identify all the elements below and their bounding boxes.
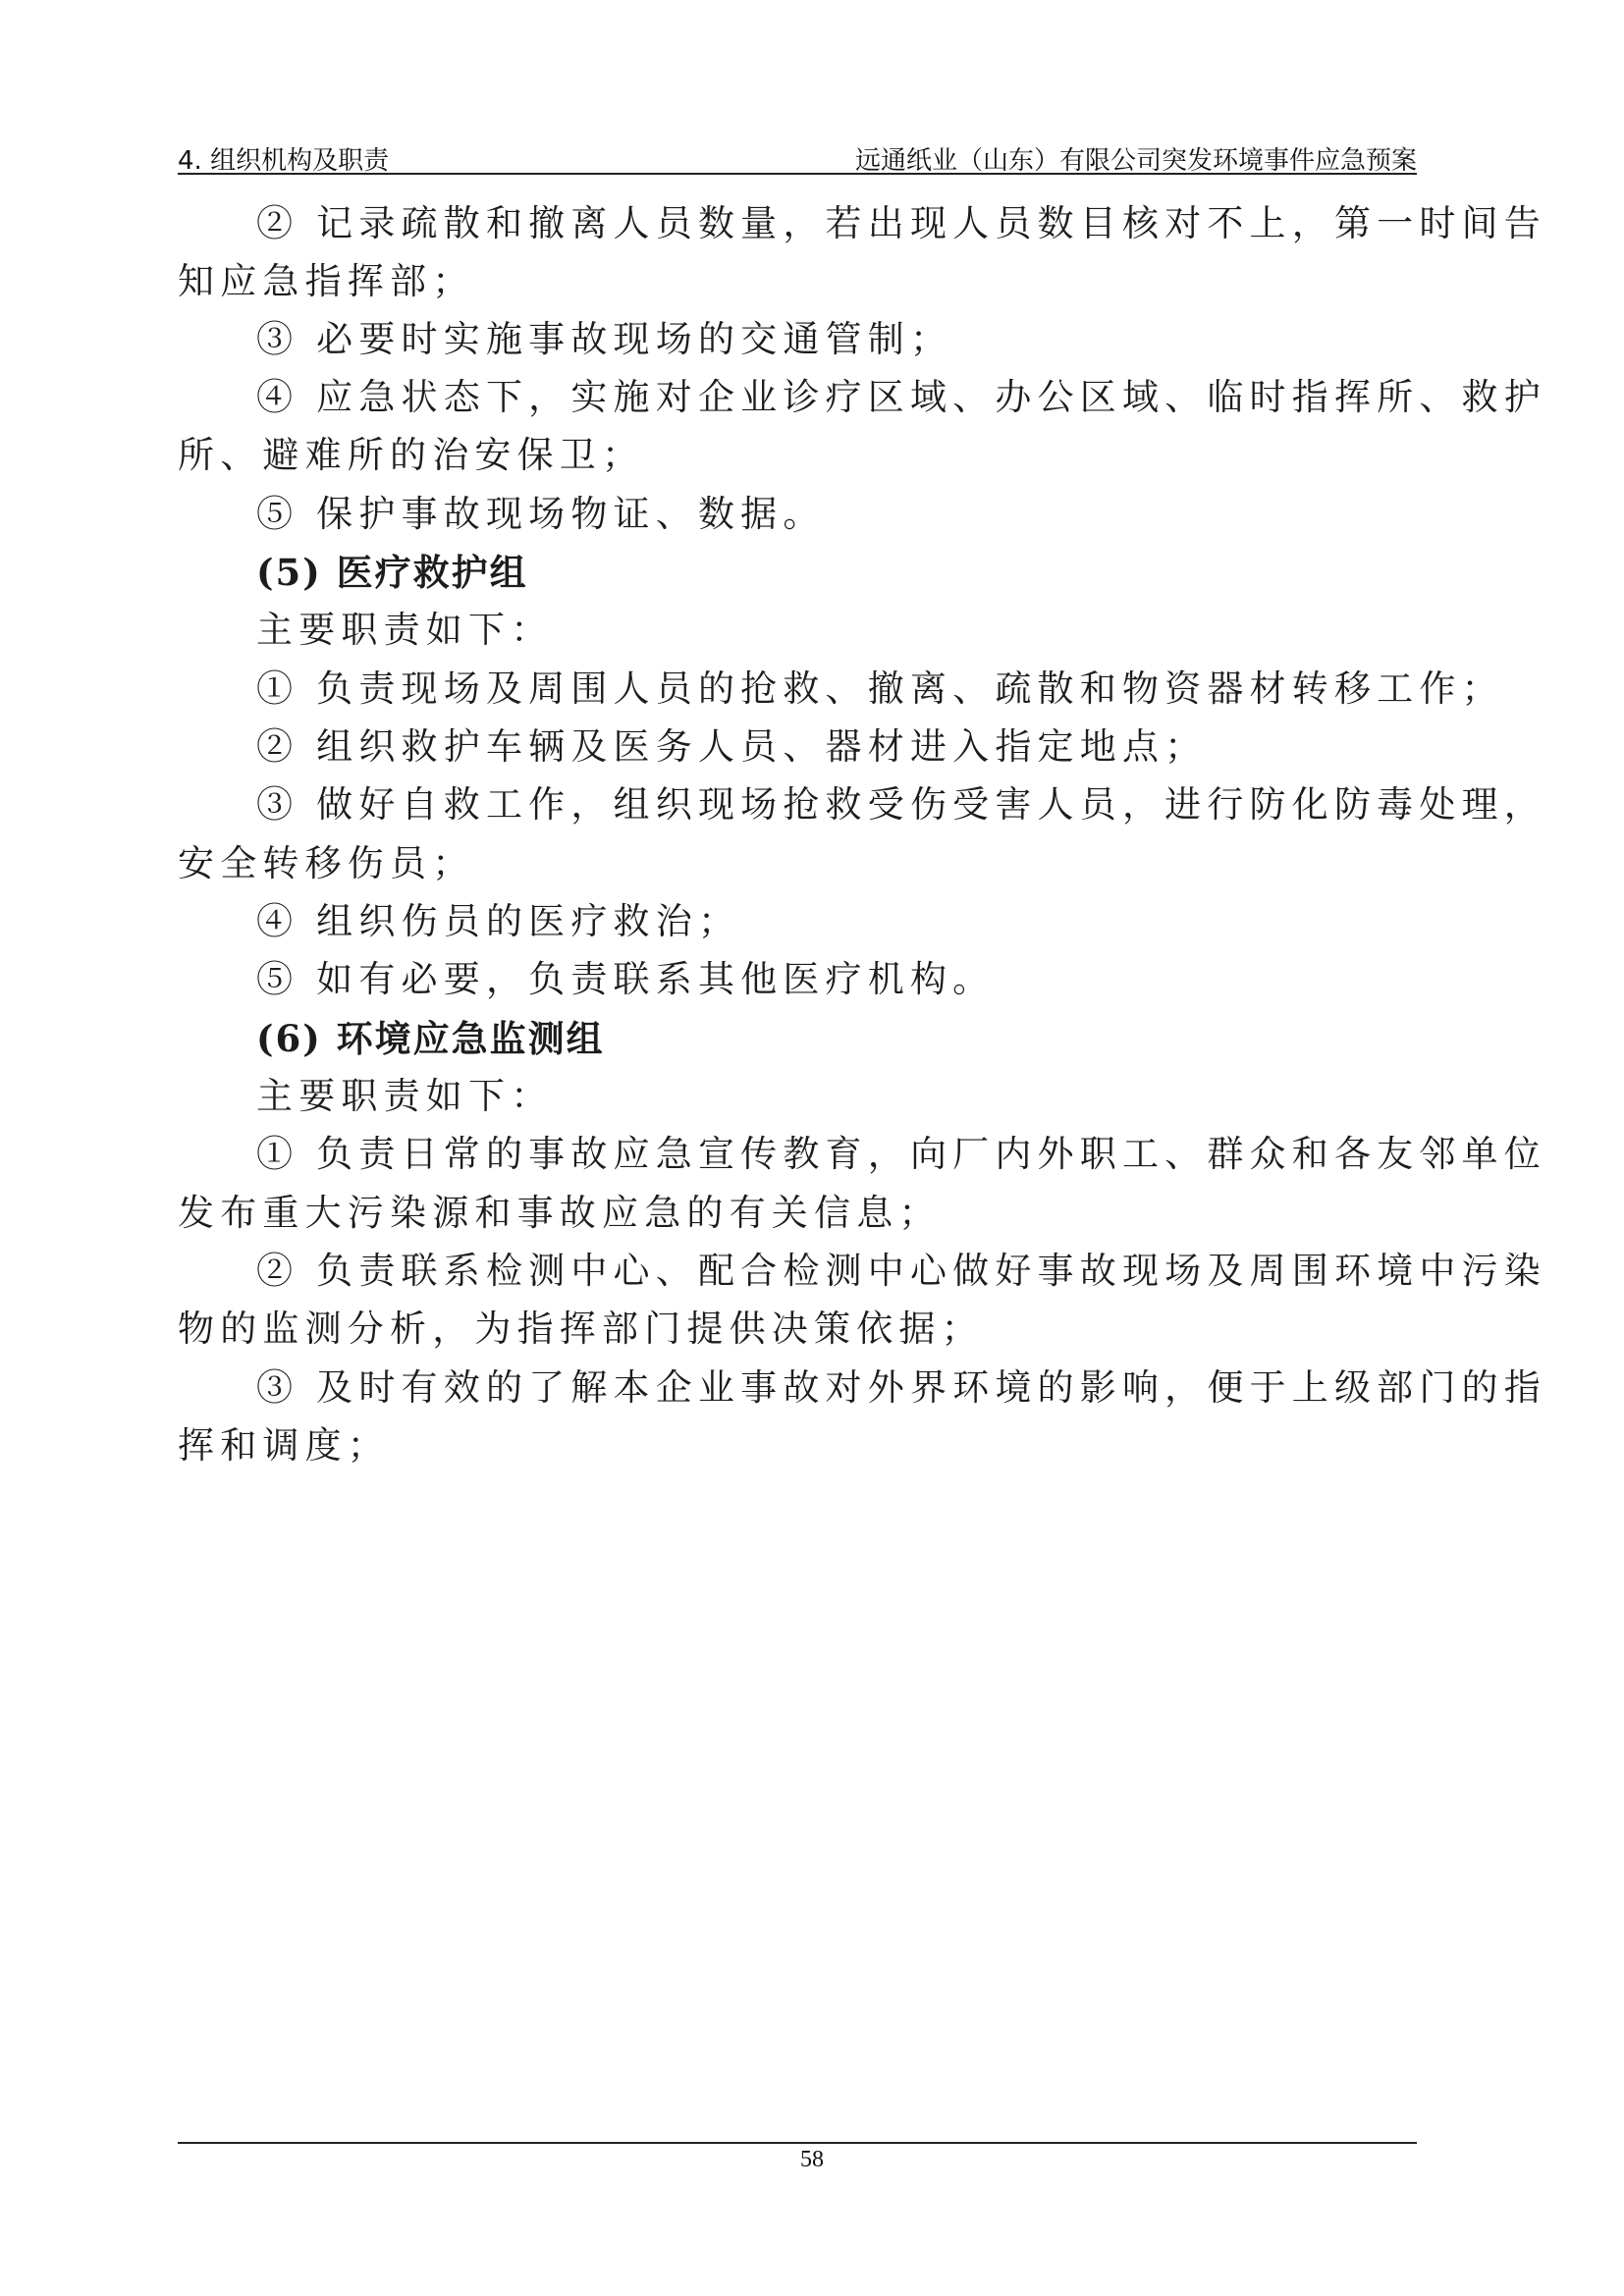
paragraph-line: 物的监测分析，为指挥部门提供决策依据； (178, 1308, 984, 1350)
paragraph-line: ① 负责日常的事故应急宣传教育，向厂内外职工、群众和各友邻单位 (256, 1133, 1546, 1175)
section-heading: (5) 医疗救护组 (256, 551, 528, 594)
paragraph-line: ④ 组织伤员的医疗救治； (256, 900, 741, 942)
paragraph-line: 所、避难所的治安保卫； (178, 434, 645, 476)
paragraph-line: ② 组织救护车辆及医务人员、器材进入指定地点； (256, 725, 1208, 768)
section-heading: (6) 环境应急监测组 (256, 1017, 605, 1060)
footer-divider (178, 2142, 1417, 2144)
paragraph-line: 发布重大污染源和事故应急的有关信息； (178, 1192, 942, 1234)
page-number: 58 (800, 2147, 824, 2172)
paragraph-line: 主要职责如下： (256, 609, 554, 651)
paragraph-line: 知应急指挥部； (178, 260, 475, 302)
paragraph-line: 安全转移伤员； (178, 842, 475, 884)
paragraph-line: ② 记录疏散和撤离人员数量，若出现人员数目核对不上，第一时间告 (256, 202, 1546, 244)
paragraph-line: ③ 必要时实施事故现场的交通管制； (256, 318, 953, 360)
header-document-title: 远通纸业（山东）有限公司突发环境事件应急预案 (854, 146, 1417, 176)
header-divider (178, 173, 1417, 175)
paragraph-line: ⑤ 如有必要，负责联系其他医疗机构。 (256, 958, 996, 1000)
paragraph-line: ④ 应急状态下，实施对企业诊疗区域、办公区域、临时指挥所、救护 (256, 376, 1546, 418)
paragraph-line: ① 负责现场及周围人员的抢救、撤离、疏散和物资器材转移工作； (256, 667, 1504, 710)
page-header (178, 133, 1417, 176)
paragraph-line: ③ 及时有效的了解本企业事故对外界环境的影响，便于上级部门的指 (256, 1366, 1546, 1409)
paragraph-line: 挥和调度； (178, 1424, 390, 1467)
paragraph-line: ③ 做好自救工作，组织现场抢救受伤受害人员，进行防化防毒处理， (256, 783, 1546, 826)
paragraph-line: ⑤ 保护事故现场物证、数据。 (256, 493, 826, 535)
header-section-title: 4. 组织机构及职责 (178, 146, 390, 176)
paragraph-line: ② 负责联系检测中心、配合检测中心做好事故现场及周围环境中污染 (256, 1250, 1546, 1292)
paragraph-line: 主要职责如下： (256, 1075, 554, 1117)
